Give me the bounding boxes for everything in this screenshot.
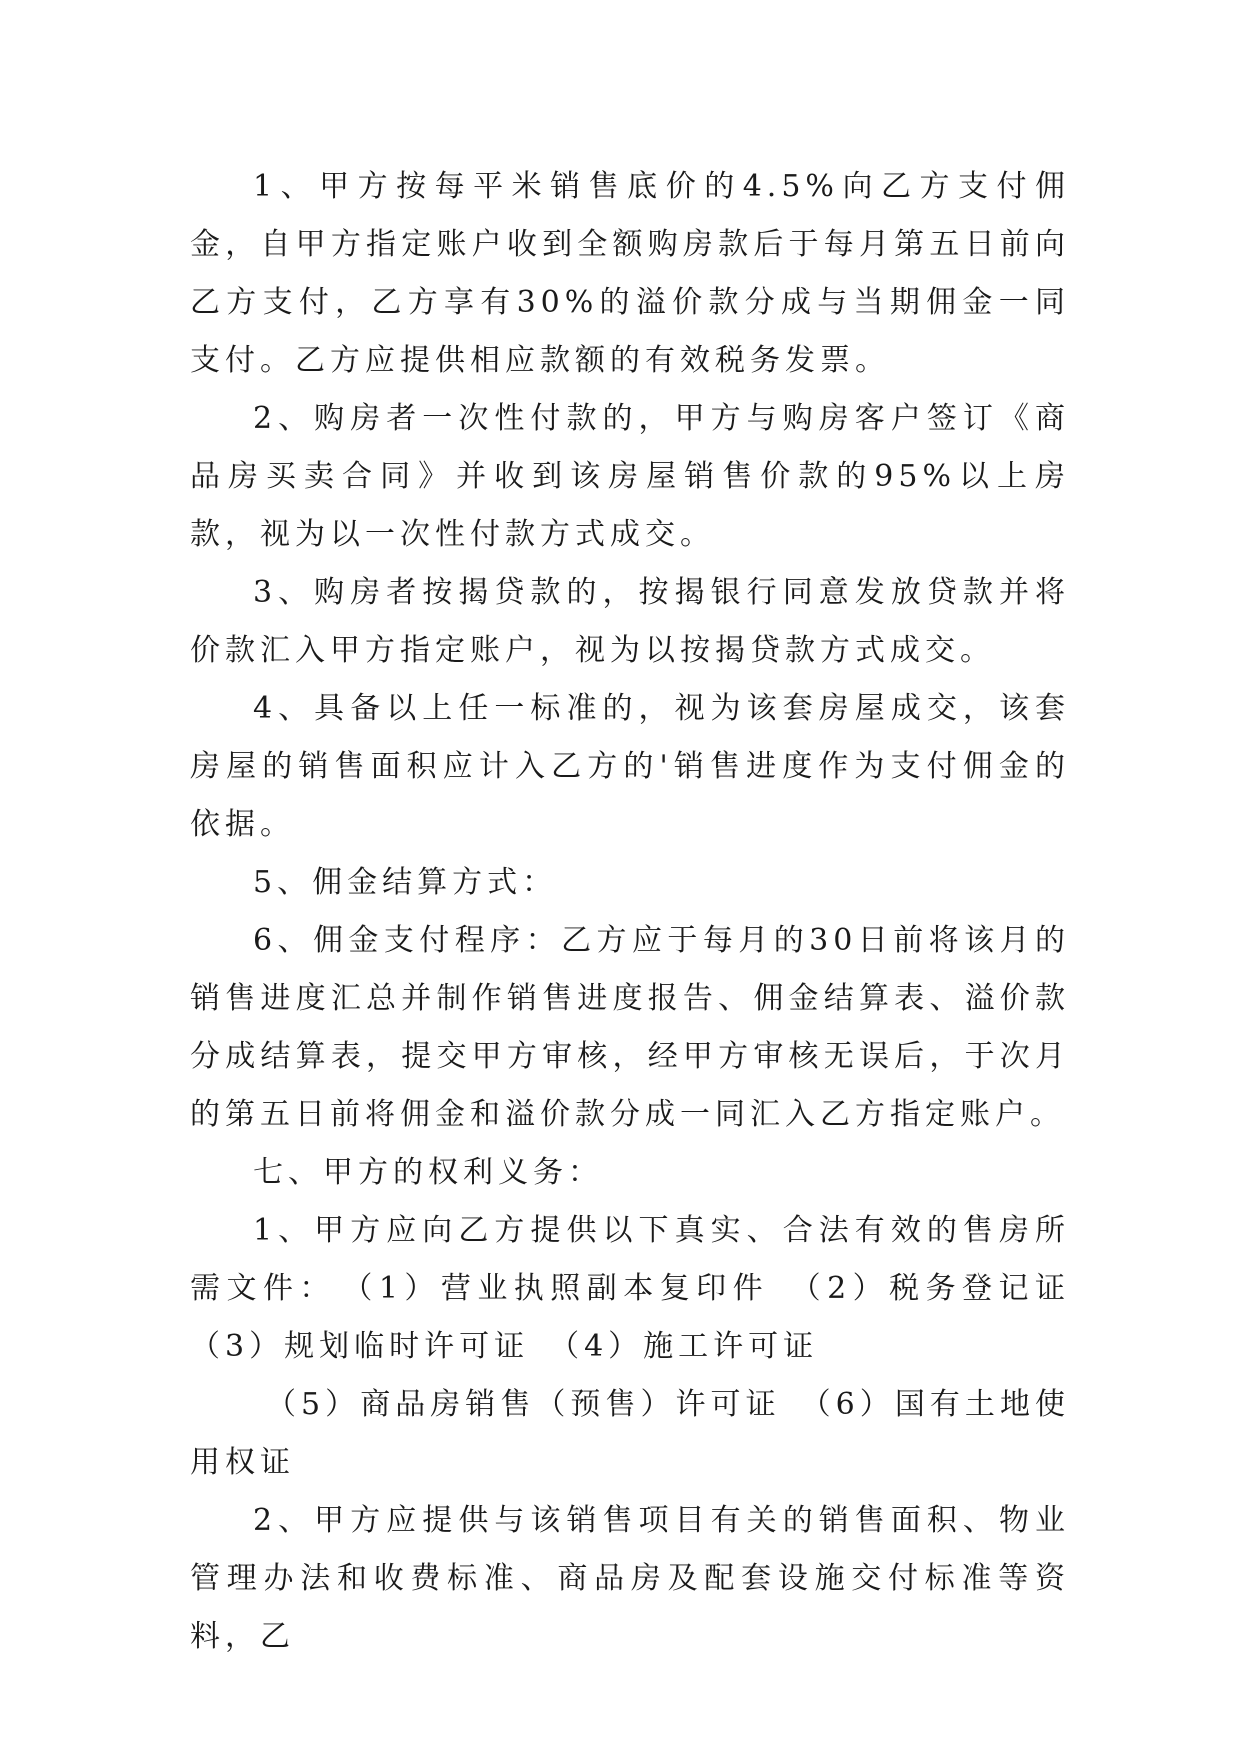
paragraph-settlement-method: 5、佣金结算方式： (253, 865, 558, 900)
paragraph-required-documents: 1、甲方应向乙方提供以下真实、合法有效的售房所需文件： （1）营业执照副本复印件 （2）税务登记证 （3）规划临时许可证 （4）施工许可证 (190, 1213, 1105, 1364)
paragraph-required-documents-continued: （5）商品房销售（预售）许可证 （6）国有土地使用权证 (190, 1387, 1070, 1480)
paragraph-payment-procedure: 6、佣金支付程序：乙方应于每月的30日前将该月的销售进度汇总并制作销售进度报告、佣金结算表、溢价款分成结算表，提交甲方审核，经甲方审核无误后，于次月的第五日前将佣金和溢价款分成一同汇入乙方指定账户。 (190, 923, 1070, 1132)
paragraph-deal-criteria: 4、具备以上任一标准的，视为该套房屋成交，该套房屋的销售面积应计入乙方的'销售进度作为支付佣金的依据。 (190, 691, 1070, 842)
paragraph-commission-rate: 1、甲方按每平米销售底价的4.5%向乙方支付佣金，自甲方指定账户收到全额购房款后于每月第五日前向乙方支付，乙方享有30%的溢价款分成与当期佣金一同支付。乙方应提供相应款额的有效税务发票。 (190, 169, 1070, 378)
paragraph-lump-sum-payment: 2、购房者一次性付款的，甲方与购房客户签订《商品房买卖合同》并收到该房屋销售价款的95%以上房款，视为以一次性付款方式成交。 (190, 401, 1070, 552)
paragraph-project-materials: 2、甲方应提供与该销售项目有关的销售面积、物业管理办法和收费标准、商品房及配套设施交付标准等资料，乙 (190, 1503, 1070, 1654)
paragraph-mortgage-payment: 3、购房者按揭贷款的，按揭银行同意发放贷款并将价款汇入甲方指定账户，视为以按揭贷款方式成交。 (190, 575, 1070, 668)
section-heading-party-a-rights: 七、甲方的权利义务： (253, 1155, 603, 1190)
document-body (190, 158, 1105, 1666)
